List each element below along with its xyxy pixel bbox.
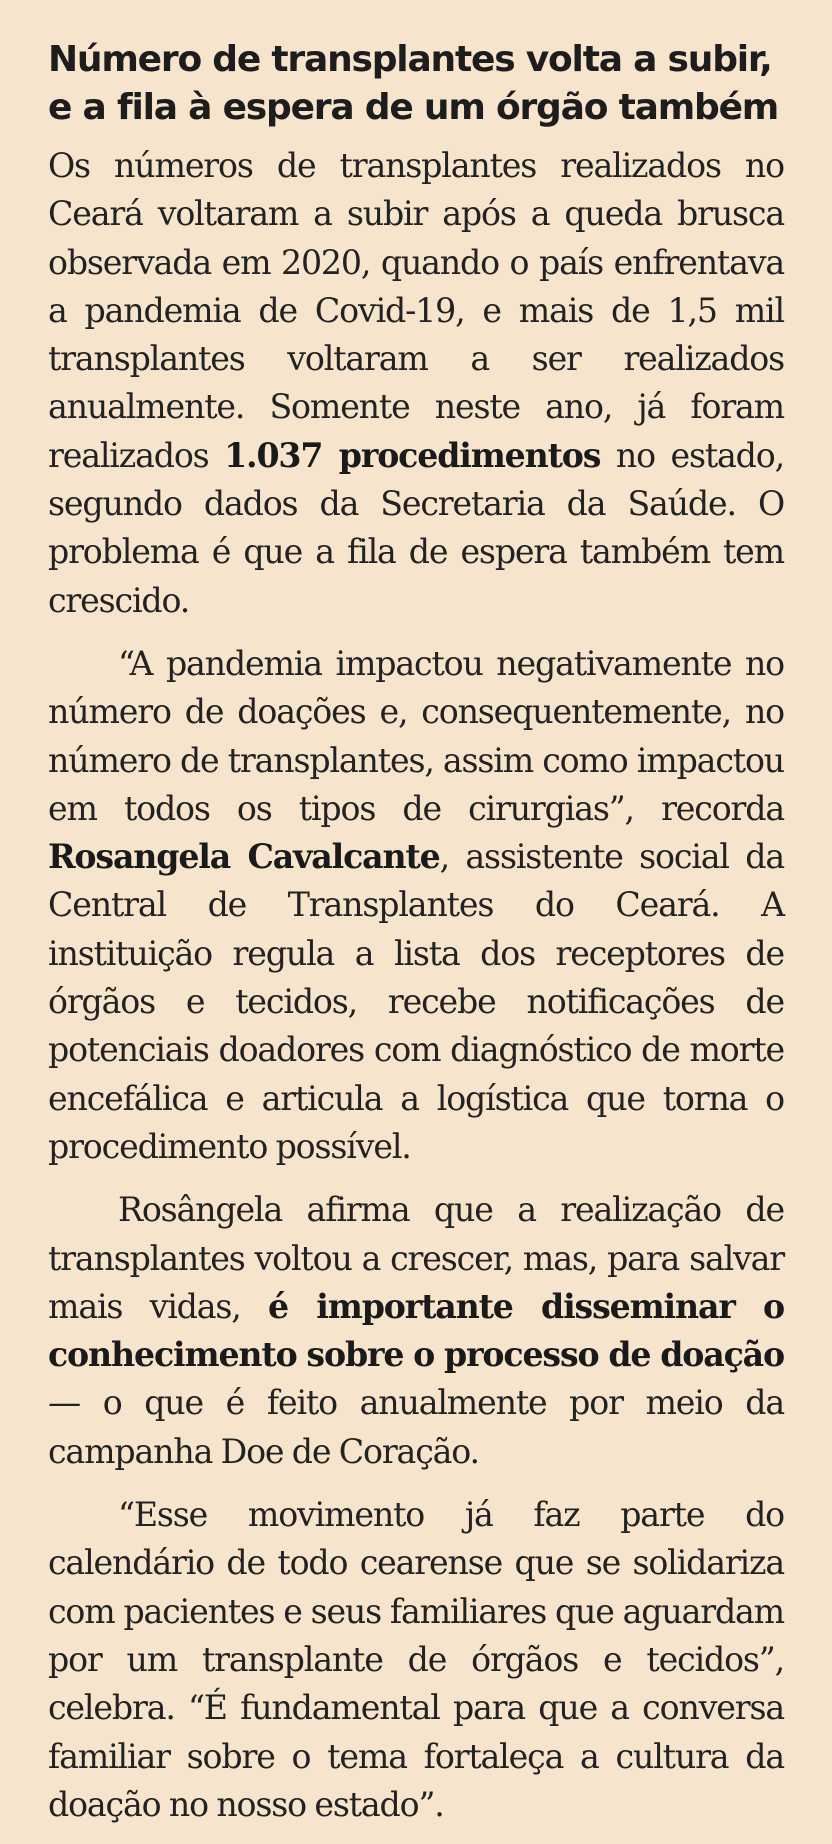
paragraph-4 bbox=[48, 1491, 784, 1829]
paragraph-2-highlight: Rosangela Cavalcante bbox=[48, 837, 440, 877]
paragraph-3 bbox=[48, 1186, 784, 1476]
paragraph-1-text-b: no estado, segundo dados da Secretaria da Saúde. O problema é que a fila de espera também tem crescido. bbox=[48, 435, 784, 620]
paragraph-2-text-b: , assistente social da Central de Transplantes do Ceará. A instituição regula a lista dos receptores de órgãos e tecidos, recebe notificações de potenciais doadores com diagnóstico de morte encefálica e articula a logística que torna o procedimento possível. bbox=[48, 837, 784, 1166]
paragraph-3-highlight: é importante disseminar o conhecimento sobre o processo de doação bbox=[48, 1286, 784, 1375]
article bbox=[48, 36, 784, 1844]
article-headline: Número de transplantes volta a subir, e a fila à espera de um órgão também bbox=[48, 39, 779, 128]
paragraph-4-text: “Esse movimento já faz parte do calendário de todo cearense que se solidariza com pacientes e seus familiares que aguardam por um transplante de órgãos e tecidos”, celebra. “É fundamental para que a conversa familiar sobre o tema fortaleça a cultura da doação no nosso estado”. bbox=[48, 1495, 784, 1824]
paragraph-3-text-b: — o que é feito anualmente por meio da campanha Doe de Coração. bbox=[48, 1383, 784, 1471]
paragraph-2-text-a: “A pandemia impactou negativamente no número de doações e, consequentemente, no número de transplantes, assim como impactou em todos os tipos de cirurgias”, recorda bbox=[48, 643, 784, 828]
paragraph-2 bbox=[48, 640, 784, 1171]
paragraph-1-text-a: Os números de transplantes realizados no Ceará voltaram a subir após a queda brusca observada em 2020, quando o país enfrentava a pandemia de Covid-19, e mais de 1,5 mil transplantes voltaram a ser realizados anualmente. Somente neste ano, já foram realizados bbox=[48, 146, 784, 475]
paragraph-1 bbox=[48, 142, 784, 625]
paragraph-3-text-a: Rosângela afirma que a realização de transplantes voltou a crescer, mas, para salvar mais vidas, bbox=[48, 1190, 784, 1326]
paragraph-1-highlight: 1.037 procedimentos bbox=[224, 435, 601, 475]
